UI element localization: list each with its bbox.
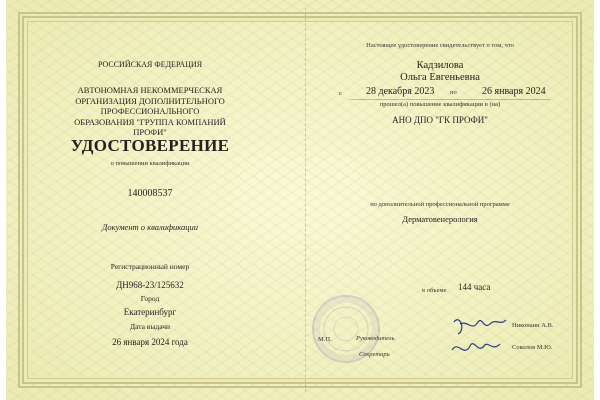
document-subtitle: о повышении квалификации bbox=[110, 160, 190, 167]
from-label: с bbox=[339, 90, 342, 97]
registration-label: Регистрационный номер bbox=[110, 262, 190, 271]
issue-date: 26 января 2024 года bbox=[112, 337, 188, 347]
to-date: 26 января 2024 bbox=[482, 86, 546, 97]
org-line: ПРОФИ" bbox=[133, 127, 167, 137]
from-date: 28 декабря 2023 bbox=[366, 86, 435, 97]
issue-date-label: Дата выдачи bbox=[129, 322, 171, 331]
org-line: ОБРАЗОВАНИЯ "ГРУППА КОМПАНИЙ bbox=[74, 116, 226, 127]
volume-value: 144 часа bbox=[458, 282, 491, 292]
head-label: Руководитель bbox=[356, 335, 395, 342]
head-name: Никонаин А.В. bbox=[512, 322, 554, 329]
org-line: ПРОФЕССИОНАЛЬНОГО bbox=[100, 106, 200, 116]
program-name: Дерматовенерология bbox=[402, 214, 478, 224]
registration-number: ДН968-23/125632 bbox=[116, 280, 184, 290]
surname: Кадзилова bbox=[416, 60, 464, 71]
fold-line bbox=[305, 8, 306, 392]
document-type: Документ о квалификации bbox=[101, 222, 199, 232]
city-label: Город bbox=[140, 294, 160, 303]
secretary-name: Соколов М.Ю. bbox=[512, 344, 553, 351]
org-line: АВТОНОМНАЯ НЕКОММЕРЧЕСКАЯ bbox=[77, 85, 223, 95]
certificate-number: 140008537 bbox=[127, 188, 173, 199]
passed-text: прошел(а) повышение квалификации в (на) bbox=[379, 101, 501, 108]
date-underline bbox=[350, 99, 550, 100]
country-label: РОССИЙСКАЯ ФЕДЕРАЦИЯ bbox=[97, 60, 203, 69]
given-names: Ольга Евгеньевна bbox=[400, 72, 480, 83]
city-value: Екатеринбург bbox=[123, 307, 177, 317]
secretary-label: Секретарь bbox=[359, 351, 390, 358]
org-line: ОРГАНИЗАЦИЯ ДОПОЛНИТЕЛЬНОГО bbox=[75, 95, 225, 106]
organization-name bbox=[60, 85, 240, 138]
program-label: по дополнительной профессиональной программе bbox=[370, 201, 510, 208]
signature-icon bbox=[448, 312, 510, 362]
volume-label: в объеме bbox=[422, 287, 447, 294]
stamp-place-label: М.П. bbox=[318, 336, 332, 343]
intro-text: Настоящее удостоверение свидетельствует о том, что bbox=[366, 42, 514, 49]
institution-name: АНО ДПО "ГК ПРОФИ" bbox=[392, 115, 488, 125]
to-label: по bbox=[450, 89, 457, 96]
document-title: УДОСТОВЕРЕНИЕ bbox=[70, 136, 230, 155]
